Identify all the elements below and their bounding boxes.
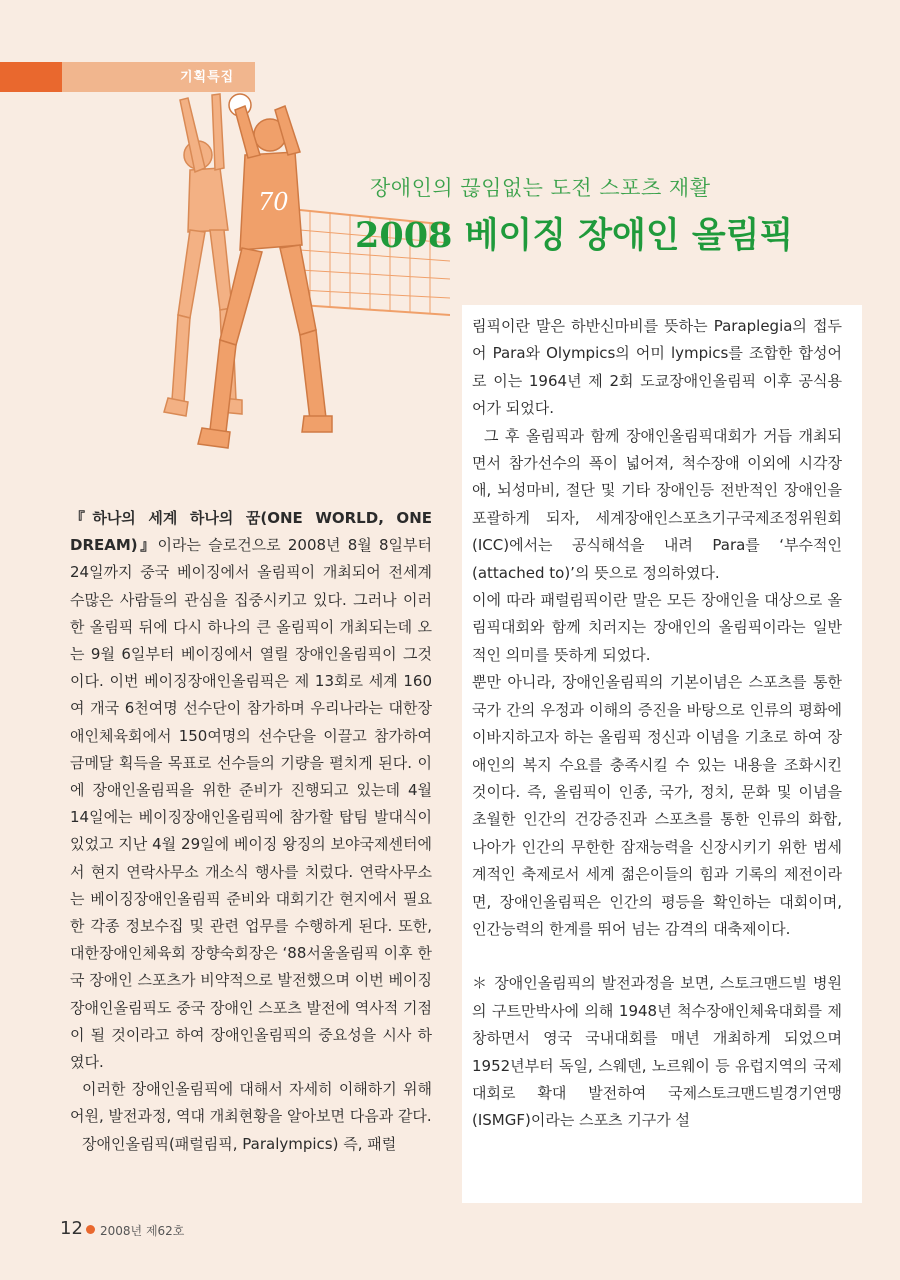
section-tag-accent <box>0 62 62 92</box>
article-subtitle: 장애인의 끊임없는 도전 스포츠 재활 <box>370 176 711 200</box>
right-column <box>472 313 842 1135</box>
article-title: 2008 베이징 장애인 올림픽 <box>355 215 794 256</box>
paragraph-spacer <box>472 943 842 970</box>
slogan-bold: 『하나의 세계 하나의 꿈(ONE WORLD, ONE DREAM)』 <box>70 509 432 555</box>
volleyball-players-illustration <box>150 60 450 480</box>
page-number: 12 <box>60 1218 83 1239</box>
net-bottom-line <box>300 305 450 315</box>
paragraph-intro <box>70 505 432 1076</box>
paragraph-icc: 그 후 올림픽과 함께 장애인올림픽대회가 거듭 개최되면서 참가선수의 폭이 넓어져, 척수장애 이외에 시각장애, 뇌성마비, 절단 및 기타 장애인등 전반적인 장애인을 포괄하게 되자, 세계장애인스포츠기구국제조정위원회(ICC)에서는 공식해석을 내려 Para를 ‘부수적인(attached to)’의 뜻으로 정의하였다. <box>472 426 842 582</box>
issue-label: 2008년 제62호 <box>100 1224 185 1238</box>
paragraph-overview: 이러한 장애인올림픽에 대해서 자세히 이해하기 위해 어원, 발전과정, 역대 개최현황을 알아보면 다음과 같다. <box>70 1080 432 1126</box>
right-column-panel <box>462 305 862 1203</box>
paragraph-etymology: 림픽이란 말은 하반신마비를 뜻하는 Paraplegia의 접두어 Para와 Olympics의 어미 lympics를 조합한 합성어로 이는 1964년 제 2회 도쿄장애인올림픽 이후 공식용어가 되었다. <box>472 317 842 418</box>
svg-text:70: 70 <box>258 188 289 216</box>
left-column <box>70 505 432 1158</box>
paragraph-ideals: 뿐만 아니라, 장애인올림픽의 기본이념은 스포츠를 통한 국가 간의 우정과 이해의 증진을 바탕으로 인류의 평화에 이바지하고자 하는 올림픽 정신과 이념을 기초로 하여 장애인의 복지 수요를 충족시킬 수 있는 내용을 조화시킨 것이다. 즉, 올림픽이 인종, 국가, 정치, 문화 및 이념을 초월한 인간의 건강증진과 스포츠를 통한 인류의 화합, 나아가 인간의 무한한 잠재능력을 신장시키기 위한 범세계적인 축제로서 세계 젊은이들의 힘과 기록의 제전이라면, 장애인올림픽은 인간의 평등을 확인하는 대회이며, 인간능력의 한계를 뛰어 넘는 감격의 대축제이다. <box>472 673 842 938</box>
paragraph-definition-start: 장애인올림픽(패럴림픽, Paralympics) 즉, 패럴 <box>82 1134 397 1153</box>
paragraph-intro-text: 이라는 슬로건으로 2008년 8월 8일부터 24일까지 중국 베이징에서 올림픽이 개최되어 전세계 수많은 사람들의 관심을 집중시키고 있다. 그러나 이러한 올림픽 뒤에 다시 하나의 큰 올림픽이 개최되는데 오는 9월 6일부터 베이징에서 열릴 장애인올림픽이 그것이다. 이번 베이징장애인올림픽은 제 13회로 세계 160여 개국 6천여명 선수단이 참가하며 우리나라는 대한장애인체육회에서 150여명의 선수단을 이끌고 참가하여 금메달 획득을 목표로 선수들의 기량을 펼치게 된다. 이에 장애인올림픽을 위한 준비가 진행되고 있는데 4월 14일에는 베이징장애인올림픽에 참가할 탑팀 발대식이 있었고 지난 4월 29일에 베이징 왕징의 보야국제센터에서 현지 연락사무소 개소식 행사를 치렀다. 연락사무소는 베이징장애인올림픽 준비와 대회기간 현지에서 필요한 각종 정보수집 및 관련 업무를 수행하게 된다. 또한, 대한장애인체육회 장향숙회장은 ‘88서울올림픽 이후 한국 장애인 스포츠가 비약적으로 발전했으며 이번 베이징장애인올림픽도 중국 장애인 스포츠 발전에 역사적 기점이 될 것이라고 하여 장애인올림픽의 중요성을 시사 하였다. <box>70 536 432 1072</box>
section-tag: 기획특집 <box>180 70 235 85</box>
paragraph-meaning: 이에 따라 패럴림픽이란 말은 모든 장애인을 대상으로 올림픽대회와 함께 치러지는 장애인의 올림픽이라는 일반적인 의미를 뜻하게 되었다. <box>472 591 842 664</box>
paragraph-history: ＊ 장애인올림픽의 발전과정을 보면, 스토크맨드빌 병원의 구트만박사에 의해 1948년 척수장애인체육대회를 제창하면서 영국 국내대회를 매년 개최하게 되었으며 1952년부터 독일, 스웨덴, 노르웨이 등 유럽지역의 국제대회로 확대 발전하여 국제스토크맨드빌경기연맹(ISMGF)이라는 스포츠 기구가 설 <box>472 974 842 1130</box>
circle-bullet-icon <box>86 1225 95 1234</box>
